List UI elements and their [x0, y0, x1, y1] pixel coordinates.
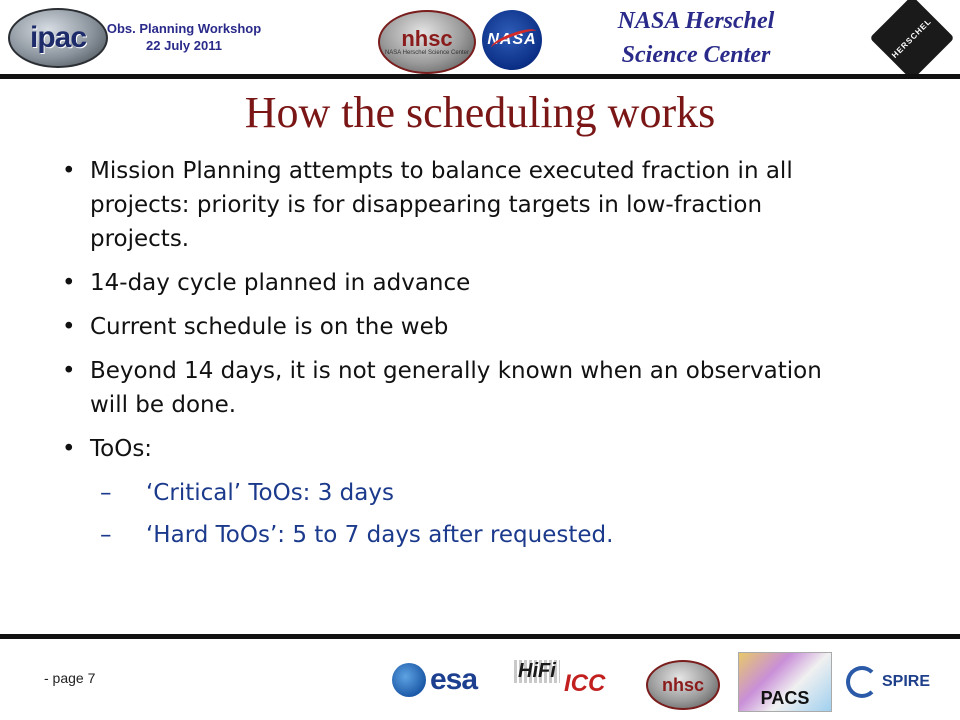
esa-logo-text: esa — [430, 663, 478, 696]
footer-divider — [0, 634, 960, 639]
sub-bullet-mark: – — [100, 480, 112, 506]
bullet-text: Current schedule is on the web — [90, 314, 449, 340]
slide-title: How the scheduling works — [244, 88, 716, 137]
hifi-icc-logo — [514, 660, 624, 700]
spire-swirl-icon — [846, 666, 878, 698]
center-title-line1: NASA Herschel — [617, 8, 775, 34]
bullet-text: Beyond 14 days, it is not generally known when an observation will be done. — [90, 358, 822, 418]
sub-bullet-item — [60, 518, 860, 552]
ipac-logo — [8, 8, 108, 68]
sub-bullet-item — [60, 476, 860, 510]
workshop-name: Obs. Planning Workshop — [106, 21, 262, 36]
bullet-item — [60, 310, 860, 344]
bullet-mark: • — [62, 436, 76, 462]
bullet-text: Mission Planning attempts to balance executed fraction in all projects: priority is for disappearing targets in low-fraction projects. — [90, 158, 793, 252]
icc-logo-text: ICC — [564, 670, 606, 697]
esa-globe-icon — [392, 663, 426, 697]
ipac-logo-text: ipac — [29, 21, 87, 54]
pacs-logo — [738, 652, 832, 712]
bullet-item — [60, 266, 860, 300]
pacs-logo-text: PACS — [760, 688, 810, 708]
nhsc-logo-text: nhsc — [401, 25, 453, 51]
nhsc-footer-logo — [646, 660, 720, 710]
nasa-logo-text: NASA — [487, 31, 537, 48]
page-number: - page 7 — [44, 670, 96, 686]
nhsc-logo-subtext: NASA Herschel Science Center — [384, 49, 470, 56]
nhsc-logo — [378, 10, 476, 74]
bullet-mark: • — [62, 270, 76, 296]
esa-logo — [392, 660, 492, 700]
bullet-item — [60, 432, 860, 466]
herschel-logo — [870, 0, 955, 80]
sub-bullet-mark: – — [100, 522, 112, 548]
workshop-date: 22 July 2011 — [146, 38, 222, 53]
workshop-label — [104, 20, 264, 54]
nhsc-footer-logo-text: nhsc — [661, 674, 704, 695]
sub-bullet-text: ‘Critical’ ToOs: 3 days — [146, 480, 394, 506]
bullet-list — [60, 154, 860, 560]
bullet-item — [60, 154, 860, 256]
bullet-text: 14-day cycle planned in advance — [90, 270, 471, 296]
spire-logo-text: SPIRE — [882, 673, 931, 690]
spire-logo — [846, 662, 932, 702]
bullet-mark: • — [62, 158, 76, 184]
bullet-item — [60, 354, 860, 422]
hifi-logo-text: HiFi — [514, 660, 560, 683]
center-title-line2: Science Center — [621, 42, 771, 68]
bullet-mark: • — [62, 314, 76, 340]
bullet-mark: • — [62, 358, 76, 384]
herschel-logo-text: HERSCHEL — [890, 16, 934, 60]
sub-bullet-text: ‘Hard ToOs’: 5 to 7 days after requested. — [146, 522, 614, 548]
center-title — [566, 4, 826, 72]
header-divider — [0, 74, 960, 79]
bullet-text: ToOs: — [90, 436, 153, 462]
